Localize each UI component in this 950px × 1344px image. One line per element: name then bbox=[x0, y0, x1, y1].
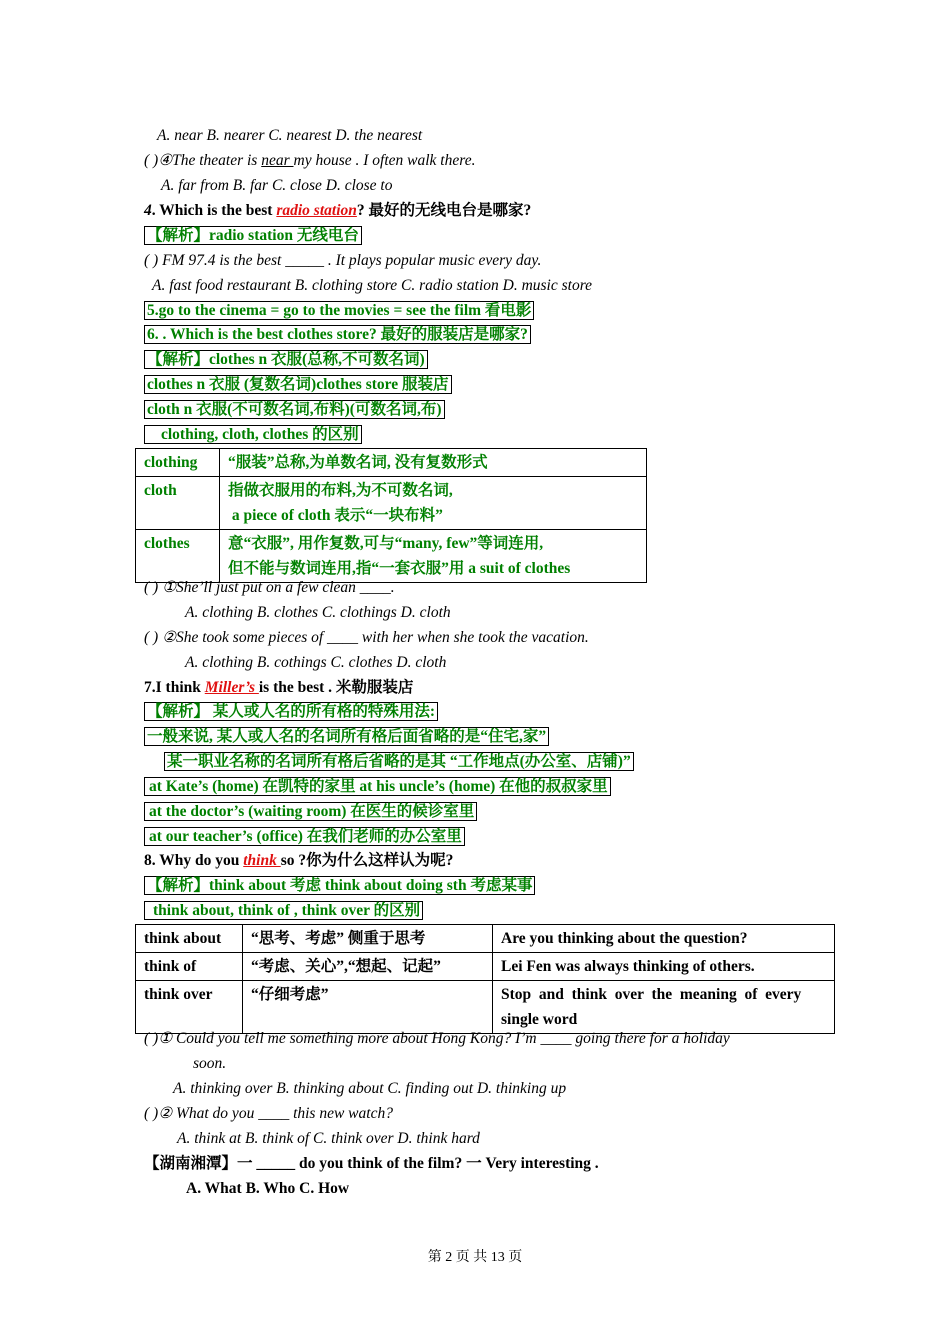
think-comparison-table bbox=[135, 924, 835, 1034]
clothing-comparison-table bbox=[135, 448, 647, 583]
note-box: 【解析】think about 考虑 think about doing sth 考虑某事 bbox=[144, 876, 535, 895]
s4-question: ( ) FM 97.4 is the best _____ . It plays popular music every day. bbox=[144, 252, 542, 269]
table-cell: Are you thinking about the question? bbox=[493, 925, 835, 953]
note-box: at the doctor’s (waiting room) 在医生的候诊室里 bbox=[144, 802, 477, 821]
table-cell: “服装”总称,为单数名词, 没有复数形式 bbox=[220, 449, 647, 477]
s6-question-2: ( ) ②She took some pieces of ____ with her when she took the vacation. bbox=[144, 629, 589, 646]
section-8-heading bbox=[144, 850, 453, 872]
heading-text: 7.I think bbox=[144, 679, 205, 696]
exam-question-options: A. What B. Who C. How bbox=[186, 1180, 350, 1197]
s6-question-1-options: A. clothing B. clothes C. clothings D. cloth bbox=[185, 604, 451, 621]
section-7-heading bbox=[144, 677, 413, 699]
key-phrase: Miller’s bbox=[204, 679, 259, 696]
exam-question: 【湖南湘潭】一 _____ do you think of the film? 一 Very interesting . bbox=[144, 1155, 599, 1172]
q4-underlined-word: near bbox=[261, 152, 294, 169]
table-cell: “考虑、关心”,“想起、记起” bbox=[243, 953, 493, 981]
note-box: at Kate’s (home) 在凯特的家里 at his uncle’s (home) 在他的叔叔家里 bbox=[144, 777, 611, 796]
q4-text-end: my house . I often walk there. bbox=[293, 152, 476, 169]
table-cell: “仔细考虑” bbox=[243, 981, 493, 1034]
table-cell: Lei Fen was always thinking of others. bbox=[493, 953, 835, 981]
note-box: 【解析】 某人或人名的所有格的特殊用法: bbox=[144, 702, 438, 721]
heading-translation: is the best . 米勒服装店 bbox=[258, 679, 414, 696]
s8-question-1: ( )① Could you tell me something more about Hong Kong? I’m ____ going there for a holiday bbox=[144, 1030, 730, 1047]
heading-text: . Which is the best bbox=[151, 202, 277, 219]
section-5-box: 5.go to the cinema = go to the movies = see the film 看电影 bbox=[144, 301, 534, 320]
table-cell: think of bbox=[136, 953, 243, 981]
cell-line: 指做衣服用的布料,为不可数名词, bbox=[228, 482, 453, 499]
table-row bbox=[136, 925, 835, 953]
table-row bbox=[136, 953, 835, 981]
heading-translation: ? 最好的无线电台是哪家? bbox=[356, 202, 532, 219]
s6-question-2-options: A. clothing B. cothings C. clothes D. cloth bbox=[185, 654, 447, 671]
note-box: clothes n 衣服 (复数名词)clothes store 服装店 bbox=[144, 375, 452, 394]
table-cell: “思考、考虑” 侧重于思考 bbox=[243, 925, 493, 953]
q4-question bbox=[144, 150, 475, 172]
s8-question-1-cont: soon. bbox=[193, 1055, 227, 1072]
table-cell bbox=[220, 530, 647, 583]
table-row bbox=[136, 477, 647, 530]
s8-question-1-options: A. thinking over B. thinking about C. finding out D. thinking up bbox=[173, 1080, 567, 1097]
cell-line: single word bbox=[501, 1011, 578, 1028]
table-cell: clothing bbox=[136, 449, 220, 477]
key-phrase: think bbox=[243, 852, 281, 869]
note-box: cloth n 衣服(不可数名词,布料)(可数名词,布) bbox=[144, 400, 445, 419]
s8-question-2-options: A. think at B. think of C. think over D. think hard bbox=[177, 1130, 480, 1147]
cell-line: a piece of cloth 表示“一块布料” bbox=[228, 507, 443, 524]
cell-line: Stop and think over the meaning of every bbox=[501, 986, 802, 1003]
note-box: 【解析】clothes n 衣服(总称,不可数名词) bbox=[144, 350, 428, 369]
section-number: 4 bbox=[144, 202, 152, 219]
q3-options: A. near B. nearer C. nearest D. the nearest bbox=[157, 127, 423, 144]
table-cell: think over bbox=[136, 981, 243, 1034]
table-cell: think about bbox=[136, 925, 243, 953]
note-box: at our teacher’s (office) 在我们老师的办公室里 bbox=[144, 827, 465, 846]
s8-question-2: ( )② What do you ____ this new watch? bbox=[144, 1105, 393, 1122]
table-cell bbox=[493, 981, 835, 1034]
q4-options: A. far from B. far C. close D. close to bbox=[161, 177, 393, 194]
note-box: clothing, cloth, clothes 的区别 bbox=[144, 425, 362, 444]
note-box: 一般来说, 某人或人名的名词所有格后面省略的是“住宅,家” bbox=[144, 727, 549, 746]
page-footer: 第 2 页 共 13 页 bbox=[427, 1250, 523, 1265]
section-4-heading bbox=[144, 200, 531, 222]
q4-text: The theater is bbox=[172, 152, 262, 169]
note-box: 【解析】radio station 无线电台 bbox=[144, 226, 362, 245]
table-row bbox=[136, 530, 647, 583]
table-row bbox=[136, 449, 647, 477]
key-phrase: radio station bbox=[276, 202, 357, 219]
s4-options: A. fast food restaurant B. clothing store C. radio station D. music store bbox=[152, 277, 593, 294]
s6-question-1: ( ) ①She’ll just put on a few clean ____. bbox=[144, 579, 395, 596]
section-6-box: 6. . Which is the best clothes store? 最好的服装店是哪家? bbox=[144, 325, 531, 344]
table-cell: cloth bbox=[136, 477, 220, 530]
note-box: 某一职业名称的名词所有格后省略的是其 “工作地点(办公室、店铺)” bbox=[164, 752, 634, 771]
cell-line: 但不能与数词连用,指“一套衣服”用 a suit of clothes bbox=[228, 560, 571, 577]
table-cell bbox=[220, 477, 647, 530]
cell-line: 意“衣服”, 用作复数,可与“many, few”等词连用, bbox=[228, 535, 544, 552]
answer-paren: ( )④ bbox=[144, 152, 173, 169]
table-row bbox=[136, 981, 835, 1034]
table-cell: clothes bbox=[136, 530, 220, 583]
note-box: think about, think of , think over 的区别 bbox=[144, 901, 423, 920]
heading-text: 8. Why do you bbox=[144, 852, 244, 869]
heading-translation: so ?你为什么这样认为呢? bbox=[280, 852, 454, 869]
